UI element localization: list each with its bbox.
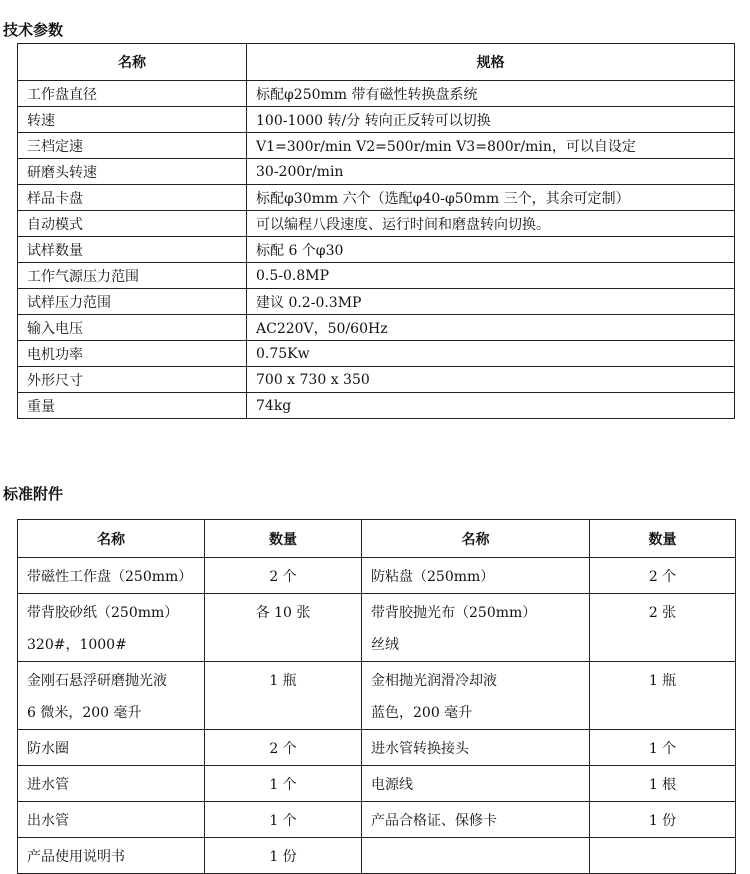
acc-header-right-name: 名称 — [362, 520, 590, 558]
specs-section-title: 技术参数 — [3, 21, 64, 39]
specs-row — [18, 81, 735, 107]
acc-header-right-qty: 数量 — [590, 520, 736, 558]
specs-row — [18, 341, 735, 367]
accessory-right-qty-cell: 1 根 — [590, 766, 736, 802]
accessory-row — [18, 730, 736, 766]
accessory-left-name-cell: 进水管 — [18, 766, 205, 802]
accessory-left-qty-cell: 各 10 张 — [205, 594, 362, 662]
spec-value-cell: 可以编程八段速度、运行时间和磨盘转向切换。 — [247, 211, 735, 237]
accessory-left-name-cell: 防水圈 — [18, 730, 205, 766]
spec-name-cell: 试样数量 — [18, 237, 247, 263]
spec-name-cell: 研磨头转速 — [18, 159, 247, 185]
spec-value-cell: 建议 0.2-0.3MP — [247, 289, 735, 315]
spec-name-cell: 工作盘直径 — [18, 81, 247, 107]
accessory-left-name-cell: 带磁性工作盘（250mm） — [18, 558, 205, 594]
accessory-left-name-cell: 带背胶砂纸（250mm） 320#，1000# — [18, 594, 205, 662]
specs-row — [18, 237, 735, 263]
spec-value-cell: 74kg — [247, 393, 735, 419]
accessory-left-name-cell: 出水管 — [18, 802, 205, 838]
specs-row — [18, 185, 735, 211]
spec-name-cell: 样品卡盘 — [18, 185, 247, 211]
spec-name-cell: 重量 — [18, 393, 247, 419]
specs-row — [18, 211, 735, 237]
spec-name-cell: 输入电压 — [18, 315, 247, 341]
spec-value-cell: 30-200r/min — [247, 159, 735, 185]
spec-value-cell: 标配φ250mm 带有磁性转换盘系统 — [247, 81, 735, 107]
accessory-right-qty-cell: 2 张 — [590, 594, 736, 662]
accessory-left-qty-cell: 1 个 — [205, 802, 362, 838]
accessory-right-qty-cell: 2 个 — [590, 558, 736, 594]
accessory-right-name-cell: 进水管转换接头 — [362, 730, 590, 766]
accessory-row — [18, 766, 736, 802]
spec-value-cell: 0.5-0.8MP — [247, 263, 735, 289]
accessory-row — [18, 662, 736, 730]
spec-value-cell: 标配 6 个φ30 — [247, 237, 735, 263]
accessory-row — [18, 594, 736, 662]
accessory-left-qty-cell: 2 个 — [205, 558, 362, 594]
accessory-left-qty-cell: 1 个 — [205, 766, 362, 802]
accessory-right-name-cell: 带背胶抛光布（250mm） 丝绒 — [362, 594, 590, 662]
spec-name-cell: 自动模式 — [18, 211, 247, 237]
specs-row — [18, 133, 735, 159]
acc-header-left-name: 名称 — [18, 520, 205, 558]
accessory-right-name-cell: 防粘盘（250mm） — [362, 558, 590, 594]
specs-row — [18, 315, 735, 341]
acc-header-left-qty: 数量 — [205, 520, 362, 558]
accessory-row — [18, 558, 736, 594]
accessory-right-name-cell: 产品合格证、保修卡 — [362, 802, 590, 838]
spec-value-cell: V1=300r/min V2=500r/min V3=800r/min，可以自设定 — [247, 133, 735, 159]
accessory-right-qty-cell — [590, 838, 736, 874]
accessories-table — [17, 519, 736, 874]
accessory-row — [18, 802, 736, 838]
specs-header-row — [18, 44, 735, 81]
spec-name-cell: 转速 — [18, 107, 247, 133]
accessory-row — [18, 838, 736, 874]
accessory-right-name-cell — [362, 838, 590, 874]
specs-header-spec: 规格 — [247, 44, 735, 81]
spec-name-cell: 外形尺寸 — [18, 367, 247, 393]
accessory-right-qty-cell: 1 个 — [590, 730, 736, 766]
specs-header-name: 名称 — [18, 44, 247, 81]
accessory-left-qty-cell: 1 瓶 — [205, 662, 362, 730]
spec-name-cell: 试样压力范围 — [18, 289, 247, 315]
spec-value-cell: 100-1000 转/分 转向正反转可以切换 — [247, 107, 735, 133]
spec-value-cell: 0.75Kw — [247, 341, 735, 367]
specs-row — [18, 289, 735, 315]
spec-value-cell: AC220V，50/60Hz — [247, 315, 735, 341]
accessory-right-name-cell: 金相抛光润滑冷却液 蓝色，200 毫升 — [362, 662, 590, 730]
accessory-right-qty-cell: 1 瓶 — [590, 662, 736, 730]
accessory-left-qty-cell: 2 个 — [205, 730, 362, 766]
accessories-section-title: 标准附件 — [3, 485, 64, 503]
accessory-left-name-cell: 金刚石悬浮研磨抛光液 6 微米，200 毫升 — [18, 662, 205, 730]
spec-name-cell: 三档定速 — [18, 133, 247, 159]
accessory-right-qty-cell: 1 份 — [590, 802, 736, 838]
spec-value-cell: 700 x 730 x 350 — [247, 367, 735, 393]
specs-row — [18, 367, 735, 393]
accessory-right-name-cell: 电源线 — [362, 766, 590, 802]
accessory-left-name-cell: 产品使用说明书 — [18, 838, 205, 874]
accessory-left-qty-cell: 1 份 — [205, 838, 362, 874]
specs-row — [18, 107, 735, 133]
spec-value-cell: 标配φ30mm 六个（选配φ40-φ50mm 三个，其余可定制） — [247, 185, 735, 211]
specs-row — [18, 263, 735, 289]
accessories-header-row — [18, 520, 736, 558]
specs-row — [18, 393, 735, 419]
spec-name-cell: 工作气源压力范围 — [18, 263, 247, 289]
spec-name-cell: 电机功率 — [18, 341, 247, 367]
specs-table — [17, 43, 735, 419]
specs-row — [18, 159, 735, 185]
